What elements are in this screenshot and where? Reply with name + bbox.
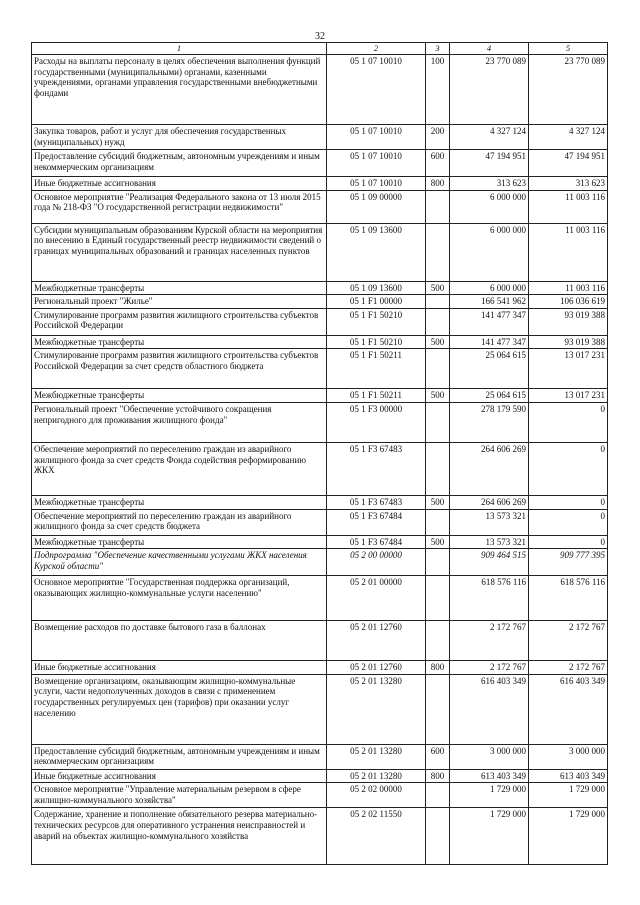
row-amount-2022: 313 623	[529, 177, 608, 191]
row-expense-type	[426, 783, 450, 808]
row-expense-type	[426, 549, 450, 576]
row-amount-2021: 166 541 962	[450, 295, 529, 309]
column-header: 4	[450, 43, 529, 55]
row-name: Предоставление субсидий бюджетным, автономным учреждениям и иным некоммерческим организациям	[32, 744, 327, 769]
row-amount-2022: 618 576 116	[529, 576, 608, 621]
row-amount-2022: 106 036 619	[529, 295, 608, 309]
row-amount-2022: 0	[529, 535, 608, 549]
row-expense-type	[426, 308, 450, 335]
row-code: 05 1 F1 50211	[327, 349, 426, 389]
row-amount-2021: 13 573 321	[450, 535, 529, 549]
row-code: 05 1 F3 67483	[327, 442, 426, 495]
row-amount-2021: 47 194 951	[450, 150, 529, 177]
row-name: Расходы на выплаты персоналу в целях обеспечения выполнения функций государственными (муниципальными) органами, казенными учреждениями, органами управления государственными внебюджетными фондами	[32, 55, 327, 125]
row-code: 05 2 02 00000	[327, 783, 426, 808]
row-amount-2021: 613 403 349	[450, 769, 529, 783]
table-row	[32, 55, 608, 125]
row-name: Закупка товаров, работ и услуг для обеспечения государственных (муниципальных) нужд	[32, 125, 327, 150]
row-amount-2021: 1 729 000	[450, 808, 529, 865]
row-amount-2022: 11 003 116	[529, 190, 608, 223]
row-expense-type	[426, 349, 450, 389]
row-expense-type: 500	[426, 281, 450, 295]
column-header: 5	[529, 43, 608, 55]
table-row	[32, 783, 608, 808]
row-name: Межбюджетные трансферты	[32, 335, 327, 349]
row-code: 05 1 F3 67484	[327, 535, 426, 549]
row-expense-type	[426, 576, 450, 621]
row-expense-type	[426, 509, 450, 535]
row-amount-2021: 6 000 000	[450, 281, 529, 295]
row-amount-2022: 2 172 767	[529, 661, 608, 675]
table-row	[32, 150, 608, 177]
row-name: Региональный проект "Жилье"	[32, 295, 327, 309]
row-amount-2021: 909 464 515	[450, 549, 529, 576]
row-name: Иные бюджетные ассигнования	[32, 177, 327, 191]
row-name: Межбюджетные трансферты	[32, 535, 327, 549]
row-amount-2022: 23 770 089	[529, 55, 608, 125]
row-amount-2022: 0	[529, 442, 608, 495]
row-name: Подпрограмма "Обеспечение качественными услугами ЖКХ населения Курской области"	[32, 549, 327, 576]
row-expense-type	[426, 402, 450, 442]
row-amount-2021: 6 000 000	[450, 223, 529, 281]
row-code: 05 1 09 13600	[327, 223, 426, 281]
row-name: Субсидии муниципальным образованиям Курской области на мероприятия по внесению в Единый государственный реестр недвижимости сведений о границах муниципальных образований и границах населенных пунктов	[32, 223, 327, 281]
table-row	[32, 125, 608, 150]
table-row	[32, 223, 608, 281]
row-name: Региональный проект "Обеспечение устойчивого сокращения непригодного для проживания жилищного фонда"	[32, 402, 327, 442]
row-amount-2022: 1 729 000	[529, 783, 608, 808]
row-amount-2022: 0	[529, 495, 608, 509]
row-expense-type: 800	[426, 177, 450, 191]
row-amount-2022: 0	[529, 402, 608, 442]
row-expense-type	[426, 674, 450, 744]
row-name: Межбюджетные трансферты	[32, 281, 327, 295]
row-amount-2021: 616 403 349	[450, 674, 529, 744]
row-amount-2021: 2 172 767	[450, 661, 529, 675]
row-amount-2021: 13 573 321	[450, 509, 529, 535]
row-amount-2022: 13 017 231	[529, 349, 608, 389]
row-expense-type: 500	[426, 495, 450, 509]
row-expense-type	[426, 223, 450, 281]
table-row	[32, 535, 608, 549]
row-code: 05 1 F3 00000	[327, 402, 426, 442]
row-code: 05 1 F1 50211	[327, 389, 426, 403]
row-amount-2021: 141 477 347	[450, 308, 529, 335]
table-row	[32, 576, 608, 621]
table-row	[32, 281, 608, 295]
row-amount-2021: 618 576 116	[450, 576, 529, 621]
column-header: 2	[327, 43, 426, 55]
row-amount-2022: 13 017 231	[529, 389, 608, 403]
row-code: 05 2 00 00000	[327, 549, 426, 576]
row-expense-type: 800	[426, 769, 450, 783]
row-name: Обеспечение мероприятий по переселению граждан из аварийного жилищного фонда за счет средств Фонда содействия реформированию ЖКХ	[32, 442, 327, 495]
row-name: Обеспечение мероприятий по переселению граждан из аварийного жилищного фонда за счет средств бюджета	[32, 509, 327, 535]
row-expense-type: 600	[426, 150, 450, 177]
row-code: 05 1 F1 00000	[327, 295, 426, 309]
row-expense-type	[426, 808, 450, 865]
row-code: 05 1 F3 67484	[327, 509, 426, 535]
row-amount-2022: 616 403 349	[529, 674, 608, 744]
row-amount-2022: 93 019 388	[529, 335, 608, 349]
table-row	[32, 177, 608, 191]
row-code: 05 2 01 13280	[327, 674, 426, 744]
row-amount-2022: 1 729 000	[529, 808, 608, 865]
row-name: Стимулирование программ развития жилищного строительства субъектов Российской Федерации за счет средств областного бюджета	[32, 349, 327, 389]
row-amount-2022: 11 003 116	[529, 223, 608, 281]
row-amount-2021: 264 606 269	[450, 442, 529, 495]
row-amount-2021: 4 327 124	[450, 125, 529, 150]
table-row	[32, 769, 608, 783]
row-amount-2021: 264 606 269	[450, 495, 529, 509]
row-amount-2022: 11 003 116	[529, 281, 608, 295]
row-code: 05 1 07 10010	[327, 55, 426, 125]
row-amount-2021: 278 179 590	[450, 402, 529, 442]
row-expense-type: 800	[426, 661, 450, 675]
row-expense-type: 100	[426, 55, 450, 125]
table-row	[32, 389, 608, 403]
row-expense-type	[426, 190, 450, 223]
row-expense-type	[426, 295, 450, 309]
table-row	[32, 621, 608, 661]
row-amount-2021: 313 623	[450, 177, 529, 191]
row-name: Межбюджетные трансферты	[32, 495, 327, 509]
row-amount-2021: 25 064 615	[450, 389, 529, 403]
row-name: Возмещение организациям, оказывающим жилищно-коммунальные услуги, части недополученных доходов в связи с применением государственных регулируемых цен (тарифов) при оказании услуг населению	[32, 674, 327, 744]
table-row	[32, 495, 608, 509]
row-code: 05 1 09 13600	[327, 281, 426, 295]
table-row	[32, 402, 608, 442]
table-row	[32, 335, 608, 349]
table-row	[32, 808, 608, 865]
row-code: 05 2 01 00000	[327, 576, 426, 621]
table-row	[32, 509, 608, 535]
row-amount-2021: 1 729 000	[450, 783, 529, 808]
row-name: Возмещение расходов по доставке бытового газа в баллонах	[32, 621, 327, 661]
row-code: 05 2 01 13280	[327, 769, 426, 783]
table-row	[32, 308, 608, 335]
row-code: 05 1 F3 67483	[327, 495, 426, 509]
row-amount-2022: 613 403 349	[529, 769, 608, 783]
budget-table	[31, 42, 608, 865]
row-expense-type	[426, 621, 450, 661]
row-amount-2022: 0	[529, 509, 608, 535]
row-expense-type: 500	[426, 389, 450, 403]
row-name: Предоставление субсидий бюджетным, автономным учреждениям и иным некоммерческим организациям	[32, 150, 327, 177]
table-row	[32, 744, 608, 769]
row-code: 05 1 07 10010	[327, 125, 426, 150]
table-row	[32, 549, 608, 576]
row-code: 05 2 01 12760	[327, 661, 426, 675]
row-code: 05 1 09 00000	[327, 190, 426, 223]
row-amount-2021: 23 770 089	[450, 55, 529, 125]
row-amount-2021: 141 477 347	[450, 335, 529, 349]
row-expense-type	[426, 442, 450, 495]
row-amount-2022: 909 777 395	[529, 549, 608, 576]
row-code: 05 2 02 11550	[327, 808, 426, 865]
row-code: 05 2 01 13280	[327, 744, 426, 769]
row-amount-2022: 3 000 000	[529, 744, 608, 769]
row-code: 05 2 01 12760	[327, 621, 426, 661]
row-name: Стимулирование программ развития жилищного строительства субъектов Российской Федерации	[32, 308, 327, 335]
row-name: Иные бюджетные ассигнования	[32, 769, 327, 783]
column-header: 1	[32, 43, 327, 55]
row-amount-2021: 3 000 000	[450, 744, 529, 769]
column-header: 3	[426, 43, 450, 55]
table-row	[32, 349, 608, 389]
row-expense-type: 500	[426, 335, 450, 349]
table-row	[32, 661, 608, 675]
table-row	[32, 295, 608, 309]
page-number: 32	[315, 31, 325, 42]
row-amount-2022: 47 194 951	[529, 150, 608, 177]
row-name: Содержание, хранение и пополнение обязательного резерва материально-технических ресурсов для оперативного устранения неисправностей и аварий на объектах жилищно-коммунального хозяйства	[32, 808, 327, 865]
row-code: 05 1 07 10010	[327, 150, 426, 177]
row-code: 05 1 F1 50210	[327, 335, 426, 349]
row-name: Межбюджетные трансферты	[32, 389, 327, 403]
table-row	[32, 442, 608, 495]
row-amount-2021: 6 000 000	[450, 190, 529, 223]
row-name: Иные бюджетные ассигнования	[32, 661, 327, 675]
row-code: 05 1 07 10010	[327, 177, 426, 191]
row-amount-2022: 2 172 767	[529, 621, 608, 661]
row-amount-2022: 93 019 388	[529, 308, 608, 335]
row-amount-2022: 4 327 124	[529, 125, 608, 150]
row-name: Основное мероприятие "Управление материальным резервом в сфере жилищно-коммунального хозяйства"	[32, 783, 327, 808]
row-amount-2021: 2 172 767	[450, 621, 529, 661]
row-expense-type: 200	[426, 125, 450, 150]
table-row	[32, 674, 608, 744]
row-name: Основное мероприятие "Государственная поддержка организаций, оказывающих жилищно-коммунальные услуги населению"	[32, 576, 327, 621]
row-expense-type: 500	[426, 535, 450, 549]
row-name: Основное мероприятие "Реализация Федерального закона от 13 июля 2015 года № 218-ФЗ "О государственной регистрации недвижимости"	[32, 190, 327, 223]
row-code: 05 1 F1 50210	[327, 308, 426, 335]
row-amount-2021: 25 064 615	[450, 349, 529, 389]
column-number-header	[32, 43, 608, 55]
table-row	[32, 190, 608, 223]
row-expense-type: 600	[426, 744, 450, 769]
